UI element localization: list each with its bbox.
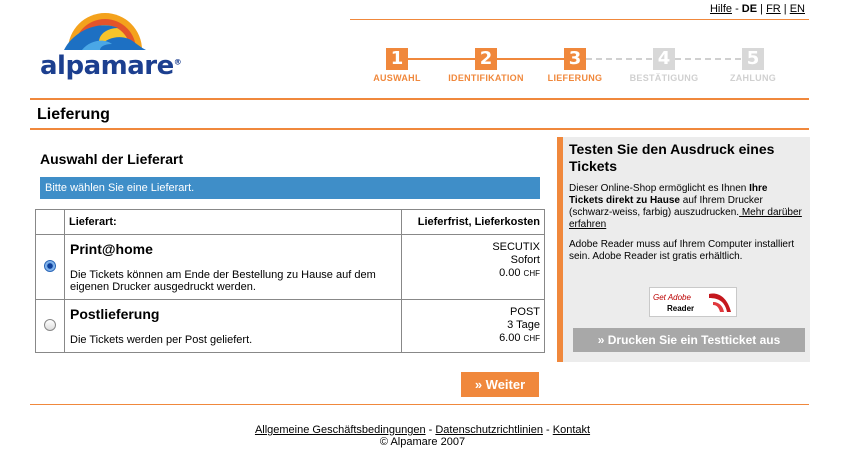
- separator: -: [735, 3, 739, 15]
- separator: |: [760, 3, 763, 15]
- option-price-line: [406, 267, 540, 280]
- step-number: 2: [475, 48, 497, 70]
- test-print-panel: [557, 137, 810, 362]
- header-divider: [350, 19, 809, 20]
- footer-divider: [30, 404, 809, 405]
- brand-name: alpamare: [40, 51, 174, 81]
- table-header-row: [36, 210, 545, 235]
- lang-de: DE: [741, 3, 758, 15]
- step-auswahl: [352, 48, 442, 83]
- print-test-ticket-button[interactable]: » Drucken Sie ein Testticket aus: [573, 328, 805, 352]
- step-number: 3: [564, 48, 586, 70]
- help-link[interactable]: Hilfe: [709, 3, 732, 15]
- page-title: Lieferung: [37, 106, 110, 123]
- title-top-divider: [30, 98, 809, 100]
- step-label: BESTÄTIGUNG: [629, 73, 699, 83]
- step-number: 5: [742, 48, 764, 70]
- step-label: IDENTIFIKATION: [448, 73, 524, 83]
- separator: -: [542, 424, 553, 436]
- footer: [0, 424, 845, 448]
- get-adobe-reader-badge[interactable]: [649, 287, 737, 317]
- intro-text-end: auf Ihrem Drucker (schwarz-weiss, farbig) auszudrucken.: [569, 195, 763, 218]
- delivery-options-table: [35, 209, 545, 353]
- option-description: Die Tickets werden per Post geliefert.: [70, 334, 253, 346]
- option-price: 6.00: [499, 332, 521, 344]
- checkout-steps: [362, 48, 802, 86]
- copyright: © Alpamare 2007: [379, 436, 466, 448]
- panel-adobe-note: Adobe Reader muss auf Ihrem Computer installiert sein. Adobe Reader ist gratis erhältlich.: [569, 239, 795, 262]
- option-name: Postlieferung: [70, 306, 160, 322]
- option-currency: CHF: [523, 334, 540, 343]
- panel-intro: [569, 183, 804, 231]
- intro-bold: Ihre Tickets direkt zu Hause: [569, 183, 768, 206]
- step-number: 4: [653, 48, 675, 70]
- section-title: Auswahl der Lieferart: [40, 151, 184, 167]
- radio-cell: [36, 300, 65, 353]
- more-info-link[interactable]: Mehr darüber erfahren: [569, 207, 802, 230]
- option-currency: CHF: [523, 269, 540, 278]
- intro-text: Dieser Online-Shop ermöglicht es Ihnen: [569, 183, 750, 194]
- lang-en-link[interactable]: EN: [789, 3, 805, 15]
- option-price-line: [406, 332, 540, 345]
- separator: |: [783, 3, 787, 15]
- privacy-link[interactable]: Datenschutzrichtlinien: [435, 424, 543, 436]
- panel-title: Testen Sie den Ausdruck eines Tickets: [569, 141, 775, 174]
- option-time: 3 Tage: [507, 319, 540, 331]
- step-label: ZAHLUNG: [729, 73, 777, 83]
- language-bar: [710, 3, 805, 15]
- option-provider: SECUTIX: [492, 241, 540, 253]
- step-zahlung: [708, 48, 798, 83]
- delivery-option-post[interactable]: [36, 300, 545, 353]
- option-provider: POST: [510, 306, 540, 318]
- column-header-terms: Lieferfrist, Lieferkosten: [402, 210, 545, 235]
- option-description-cell: [65, 300, 402, 353]
- terms-link[interactable]: Allgemeine Geschäftsbedingungen: [254, 424, 426, 436]
- info-bar: Bitte wählen Sie eine Lieferart.: [40, 177, 540, 199]
- radio-printathome[interactable]: [44, 260, 56, 272]
- delivery-option-printathome[interactable]: [36, 235, 545, 300]
- next-button[interactable]: » Weiter: [461, 372, 539, 397]
- column-header-type: Lieferart:: [65, 210, 402, 235]
- option-description: Die Tickets können am Ende der Bestellung zu Hause auf dem eigenen Drucker ausgedruckt werden.: [70, 269, 376, 293]
- header-spacer: [36, 210, 65, 235]
- adobe-swoosh-icon: [707, 290, 733, 315]
- step-bestaetigung: [619, 48, 709, 83]
- alpamare-logo[interactable]: [38, 6, 182, 86]
- adobe-reader-label: Reader: [667, 304, 695, 313]
- radio-postlieferung[interactable]: [44, 319, 56, 331]
- step-identifikation: [441, 48, 531, 83]
- option-name: Print@home: [70, 241, 153, 257]
- adobe-get-label: Get Adobe: [653, 293, 691, 302]
- registered-mark: ®: [173, 57, 182, 67]
- wave-sun-icon: [60, 6, 150, 52]
- option-time: Sofort: [510, 254, 540, 266]
- step-label: AUSWAHL: [373, 73, 421, 83]
- title-bottom-divider: [30, 128, 809, 130]
- lang-fr-link[interactable]: FR: [766, 3, 781, 15]
- contact-link[interactable]: Kontakt: [552, 424, 591, 436]
- option-description-cell: [65, 235, 402, 300]
- step-number: 1: [386, 48, 408, 70]
- step-lieferung: [530, 48, 620, 83]
- option-price-cell: [402, 300, 545, 353]
- option-price: 0.00: [499, 267, 521, 279]
- footer-links: [0, 424, 845, 436]
- radio-cell: [36, 235, 65, 300]
- step-label: LIEFERUNG: [547, 73, 603, 83]
- option-price-cell: [402, 235, 545, 300]
- separator: -: [425, 424, 436, 436]
- brand-wordmark: [40, 51, 181, 81]
